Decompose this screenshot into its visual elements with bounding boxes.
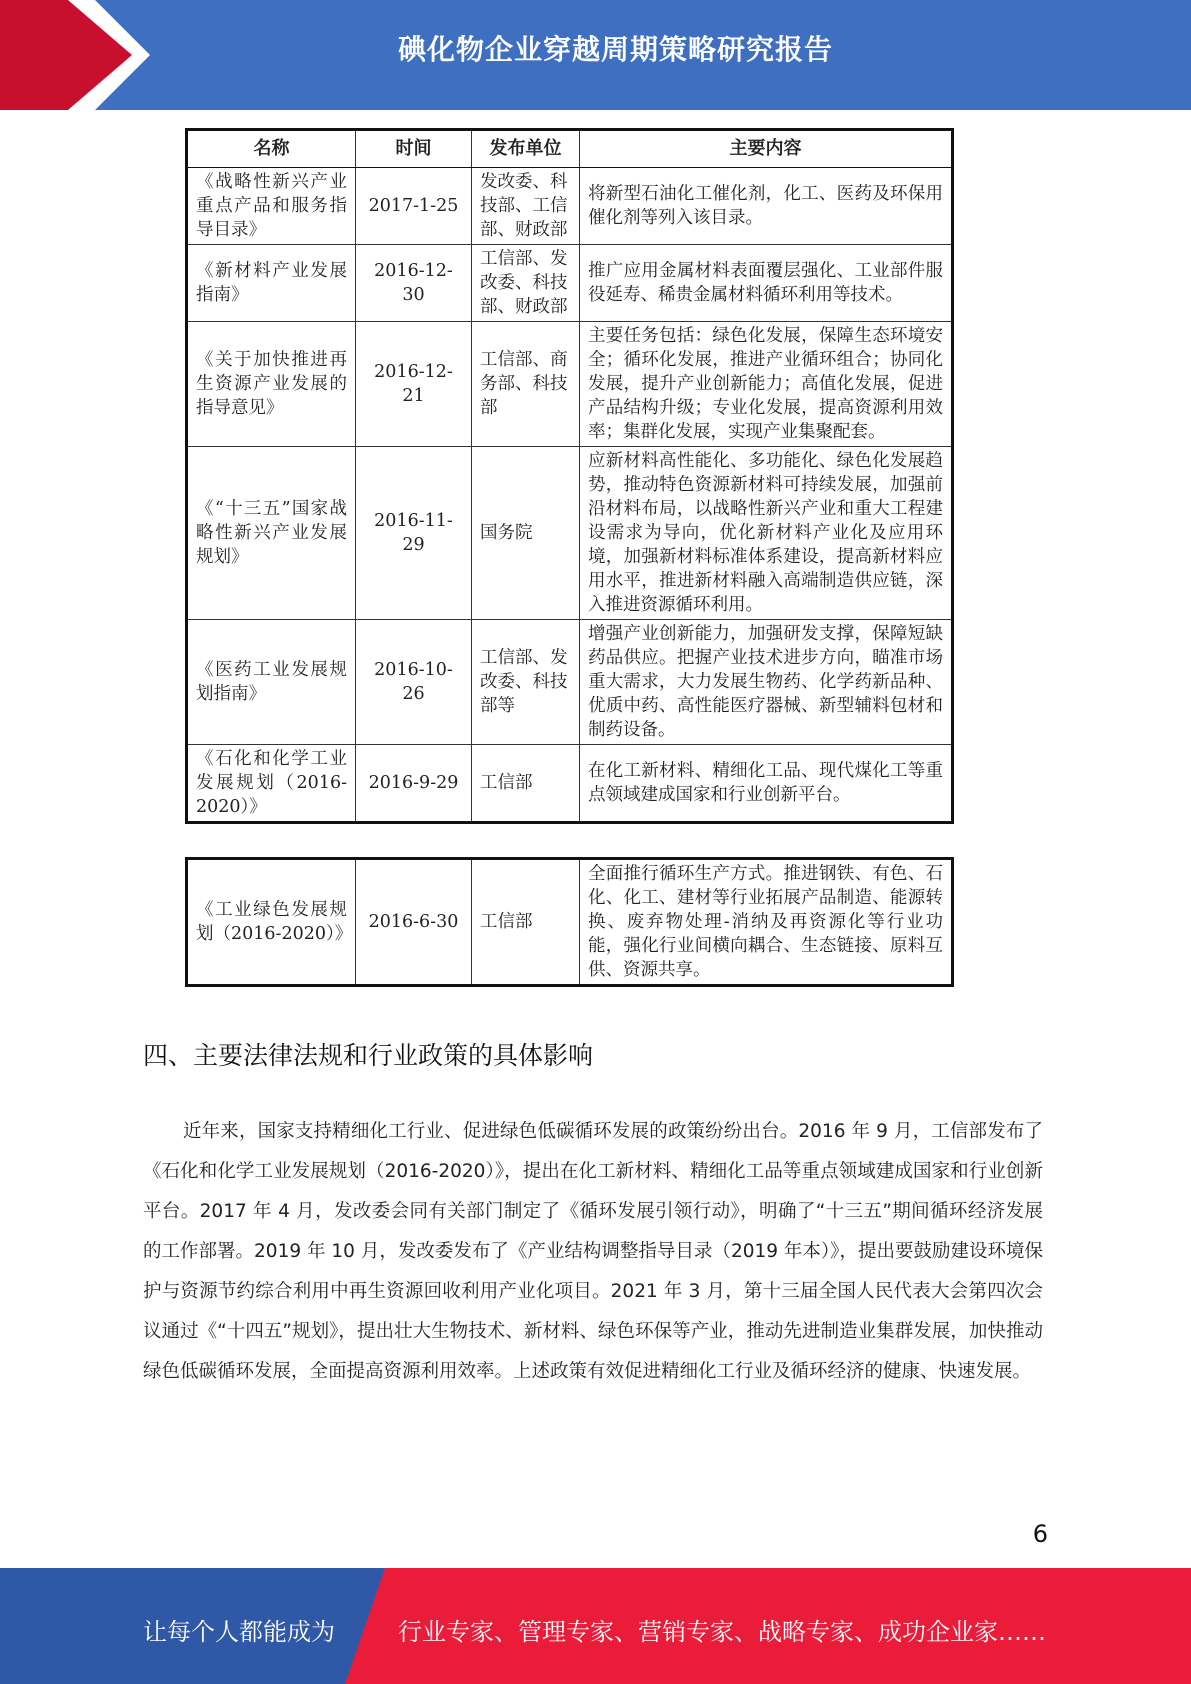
policy-date: 2016-10-26 (356, 620, 472, 745)
policy-content: 增强产业创新能力，加强研发支撑，保障短缺药品供应。把握产业技术进步方向，瞄准市场重大需求，大力发展生物药、化学药新品种、优质中药、高性能医疗器械、新型辅料包材和制药设备。 (580, 620, 953, 745)
table-row (187, 245, 953, 322)
table-header-row (187, 130, 953, 168)
policy-content: 在化工新材料、精细化工品、现代煤化工等重点领域建成国家和行业创新平台。 (580, 745, 953, 823)
policy-name: 《医药工业发展规划指南》 (187, 620, 356, 745)
policy-org: 工信部、商务部、科技部 (472, 322, 580, 447)
report-title: 碘化物企业穿越周期策略研究报告 (397, 33, 833, 66)
table-row (187, 620, 953, 745)
policy-name: 《战略性新兴产业重点产品和服务指导目录》 (187, 168, 356, 245)
table-row (187, 745, 953, 823)
policy-table (185, 128, 954, 824)
header-content: 主要内容 (580, 130, 953, 168)
body-paragraph: 近年来，国家支持精细化工行业、促进绿色低碳循环发展的政策纷纷出台。2016 年 9 月，工信部发布了《石化和化学工业发展规划（2016-2020）》，提出在化工新材料、精细化工品等重点领域建成国家和行业创新平台。2017 年 4 月，发改委会同有关部门制定了《循环发展引领行动》，明确了“十三五”期间循环经济发展的工作部署。2019 年 10 月，发改委发布了《产业结构调整指导目录（2019 年本）》，提出要鼓励建设环境保护与资源节约综合利用中再生资源回收利用产业化项目。2021 年 3 月，第十三届全国人民代表大会第四次会议通过《“十四五”规划》，提出壮大生物技术、新材料、绿色环保等产业，推动先进制造业集群发展，加快推动绿色低碳循环发展，全面提高资源利用效率。上述政策有效促进精细化工行业及循环经济的健康、快速发展。 (143, 1121, 1043, 1382)
policy-content: 将新型石油化工催化剂，化工、医药及环保用催化剂等列入该目录。 (580, 168, 953, 245)
policy-date: 2016-9-29 (356, 745, 472, 823)
policy-date: 2016-12-21 (356, 322, 472, 447)
table-row (187, 322, 953, 447)
page-footer (0, 1568, 1191, 1684)
table-row (187, 859, 953, 986)
policy-date: 2016-12-30 (356, 245, 472, 322)
policy-name: 《工业绿色发展规划（2016-2020）》 (187, 859, 356, 986)
header-date: 时间 (356, 130, 472, 168)
table-row (187, 168, 953, 245)
policy-name: 《关于加快推进再生资源产业发展的指导意见》 (187, 322, 356, 447)
table-row (187, 447, 953, 620)
page-header (0, 0, 1191, 110)
policy-table-continued (185, 857, 954, 987)
policy-org: 工信部、发改委、科技部等 (472, 620, 580, 745)
policy-content: 全面推行循环生产方式。推进钢铁、有色、石化、化工、建材等行业拓展产品制造、能源转换、废弃物处理-消纳及再资源化等行业功能，强化行业间横向耦合、生态链接、原料互供、资源共享。 (580, 859, 953, 986)
page-number: 6 (1032, 1520, 1048, 1548)
policy-name: 《石化和化学工业发展规划（2016-2020）》 (187, 745, 356, 823)
policy-date: 2016-6-30 (356, 859, 472, 986)
policy-name: 《“十三五”国家战略性新兴产业发展规划》 (187, 447, 356, 620)
section-heading: 四、主要法律法规和行业政策的具体影响 (143, 1041, 594, 1070)
footer-slogan-right: 行业专家、管理专家、营销专家、战略专家、成功企业家…… (398, 1618, 1046, 1646)
policy-name: 《新材料产业发展指南》 (187, 245, 356, 322)
header-org: 发布单位 (472, 130, 580, 168)
policy-content: 应新材料高性能化、多功能化、绿色化发展趋势，推动特色资源新材料可持续发展，加强前沿材料布局，以战略性新兴产业和重大工程建设需求为导向，优化新材料产业化及应用环境，加强新材料标准体系建设，提高新材料应用水平，推进新材料融入高端制造供应链，深入推进资源循环利用。 (580, 447, 953, 620)
policy-org: 发改委、科技部、工信部、财政部 (472, 168, 580, 245)
policy-content: 主要任务包括：绿色化发展，保障生态环境安全；循环化发展，推进产业循环组合；协同化发展，提升产业创新能力；高值化发展，促进产品结构升级；专业化发展，提高资源利用效率；集群化发展，实现产业集聚配套。 (580, 322, 953, 447)
policy-date: 2017-1-25 (356, 168, 472, 245)
footer-slogan-left: 让每个人都能成为 (143, 1618, 335, 1646)
policy-org: 工信部 (472, 745, 580, 823)
policy-org: 工信部、发改委、科技部、财政部 (472, 245, 580, 322)
header-name: 名称 (187, 130, 356, 168)
policy-org: 国务院 (472, 447, 580, 620)
policy-content: 推广应用金属材料表面覆层强化、工业部件服役延寿、稀贵金属材料循环利用等技术。 (580, 245, 953, 322)
policy-date: 2016-11-29 (356, 447, 472, 620)
policy-org: 工信部 (472, 859, 580, 986)
